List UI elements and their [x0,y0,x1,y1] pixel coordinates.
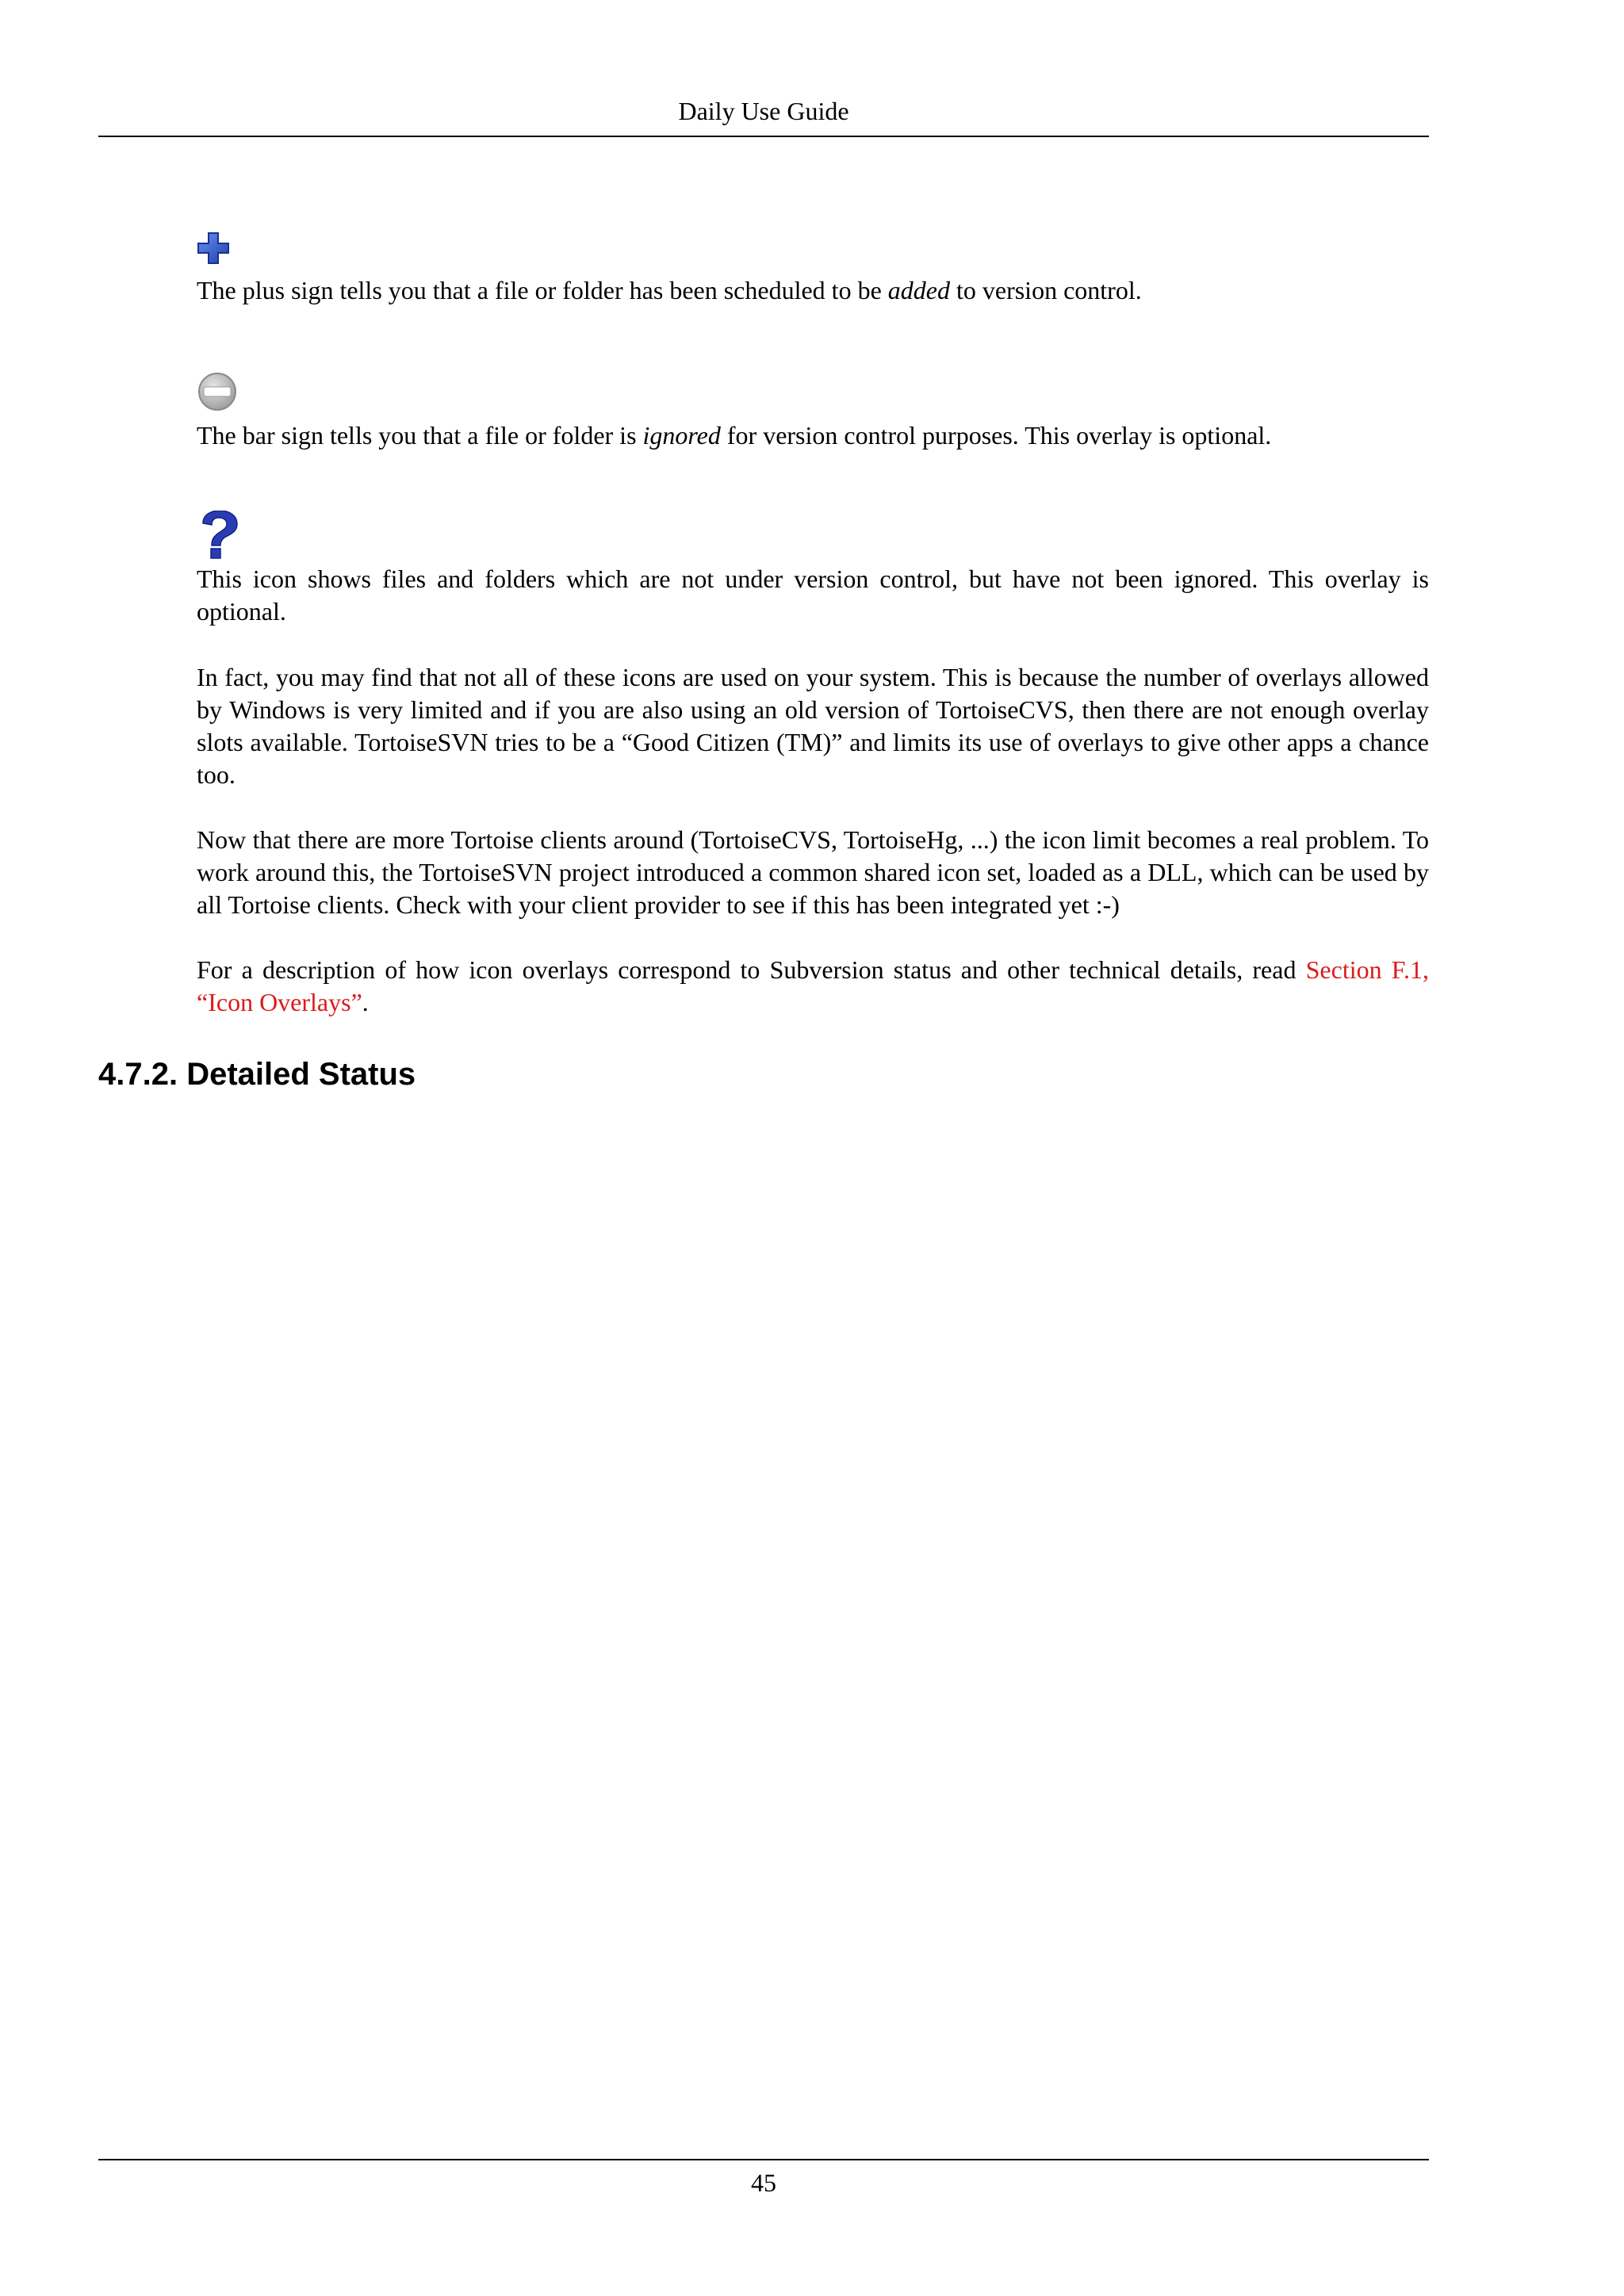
shared-icon-set-paragraph: Now that there are more Tortoise clients around (TortoiseCVS, TortoiseHg, ...) the icon limit becomes a real problem. To work around this, the TortoiseSVN project introduced a common shared icon set, loaded as a DLL, which can be used by all Tortoise clients. Check with your client provider to see if this has been integrated yet :-) [197,825,1429,919]
overlay-limit-paragraph: In fact, you may find that not all of these icons are used on your system. This is because the number of overlays allowed by Windows is very limited and if you are also using an old version of TortoiseCVS, then there are not enough overlay slots available. TortoiseSVN tries to be a “Good Citizen (TM)” and limits its use of overlays to give other apps a chance too. [197,663,1429,789]
question-mark-icon [197,511,239,564]
plus-sign-icon [197,232,230,269]
page-number: 45 [751,2168,776,2197]
added-emphasis: added [887,276,950,304]
added-overlay-description: The plus sign tells you that a file or folder has been scheduled to be added to version control. [197,276,1142,304]
icon-overlays-link[interactable]: Section F.1, “Icon Overlays” [197,955,1430,1016]
bar-sign-icon [197,371,238,416]
ignored-emphasis: ignored [642,421,721,450]
ignored-overlay-description: The bar sign tells you that a file or folder is ignored for version control purposes. This overlay is optional. [197,421,1272,450]
footer-rule [98,2159,1429,2160]
running-header: Daily Use Guide [678,97,849,125]
technical-details-paragraph: For a description of how icon overlays correspond to Subversion status and other technical details, read Section F.1, “Icon Overlays”. [197,955,1430,1016]
unversioned-overlay-description: This icon shows files and folders which are not under version control, but have not been ignored. This overlay is optional. [197,564,1429,626]
header-rule [98,136,1429,137]
section-heading: 4.7.2. Detailed Status [98,1057,416,1092]
